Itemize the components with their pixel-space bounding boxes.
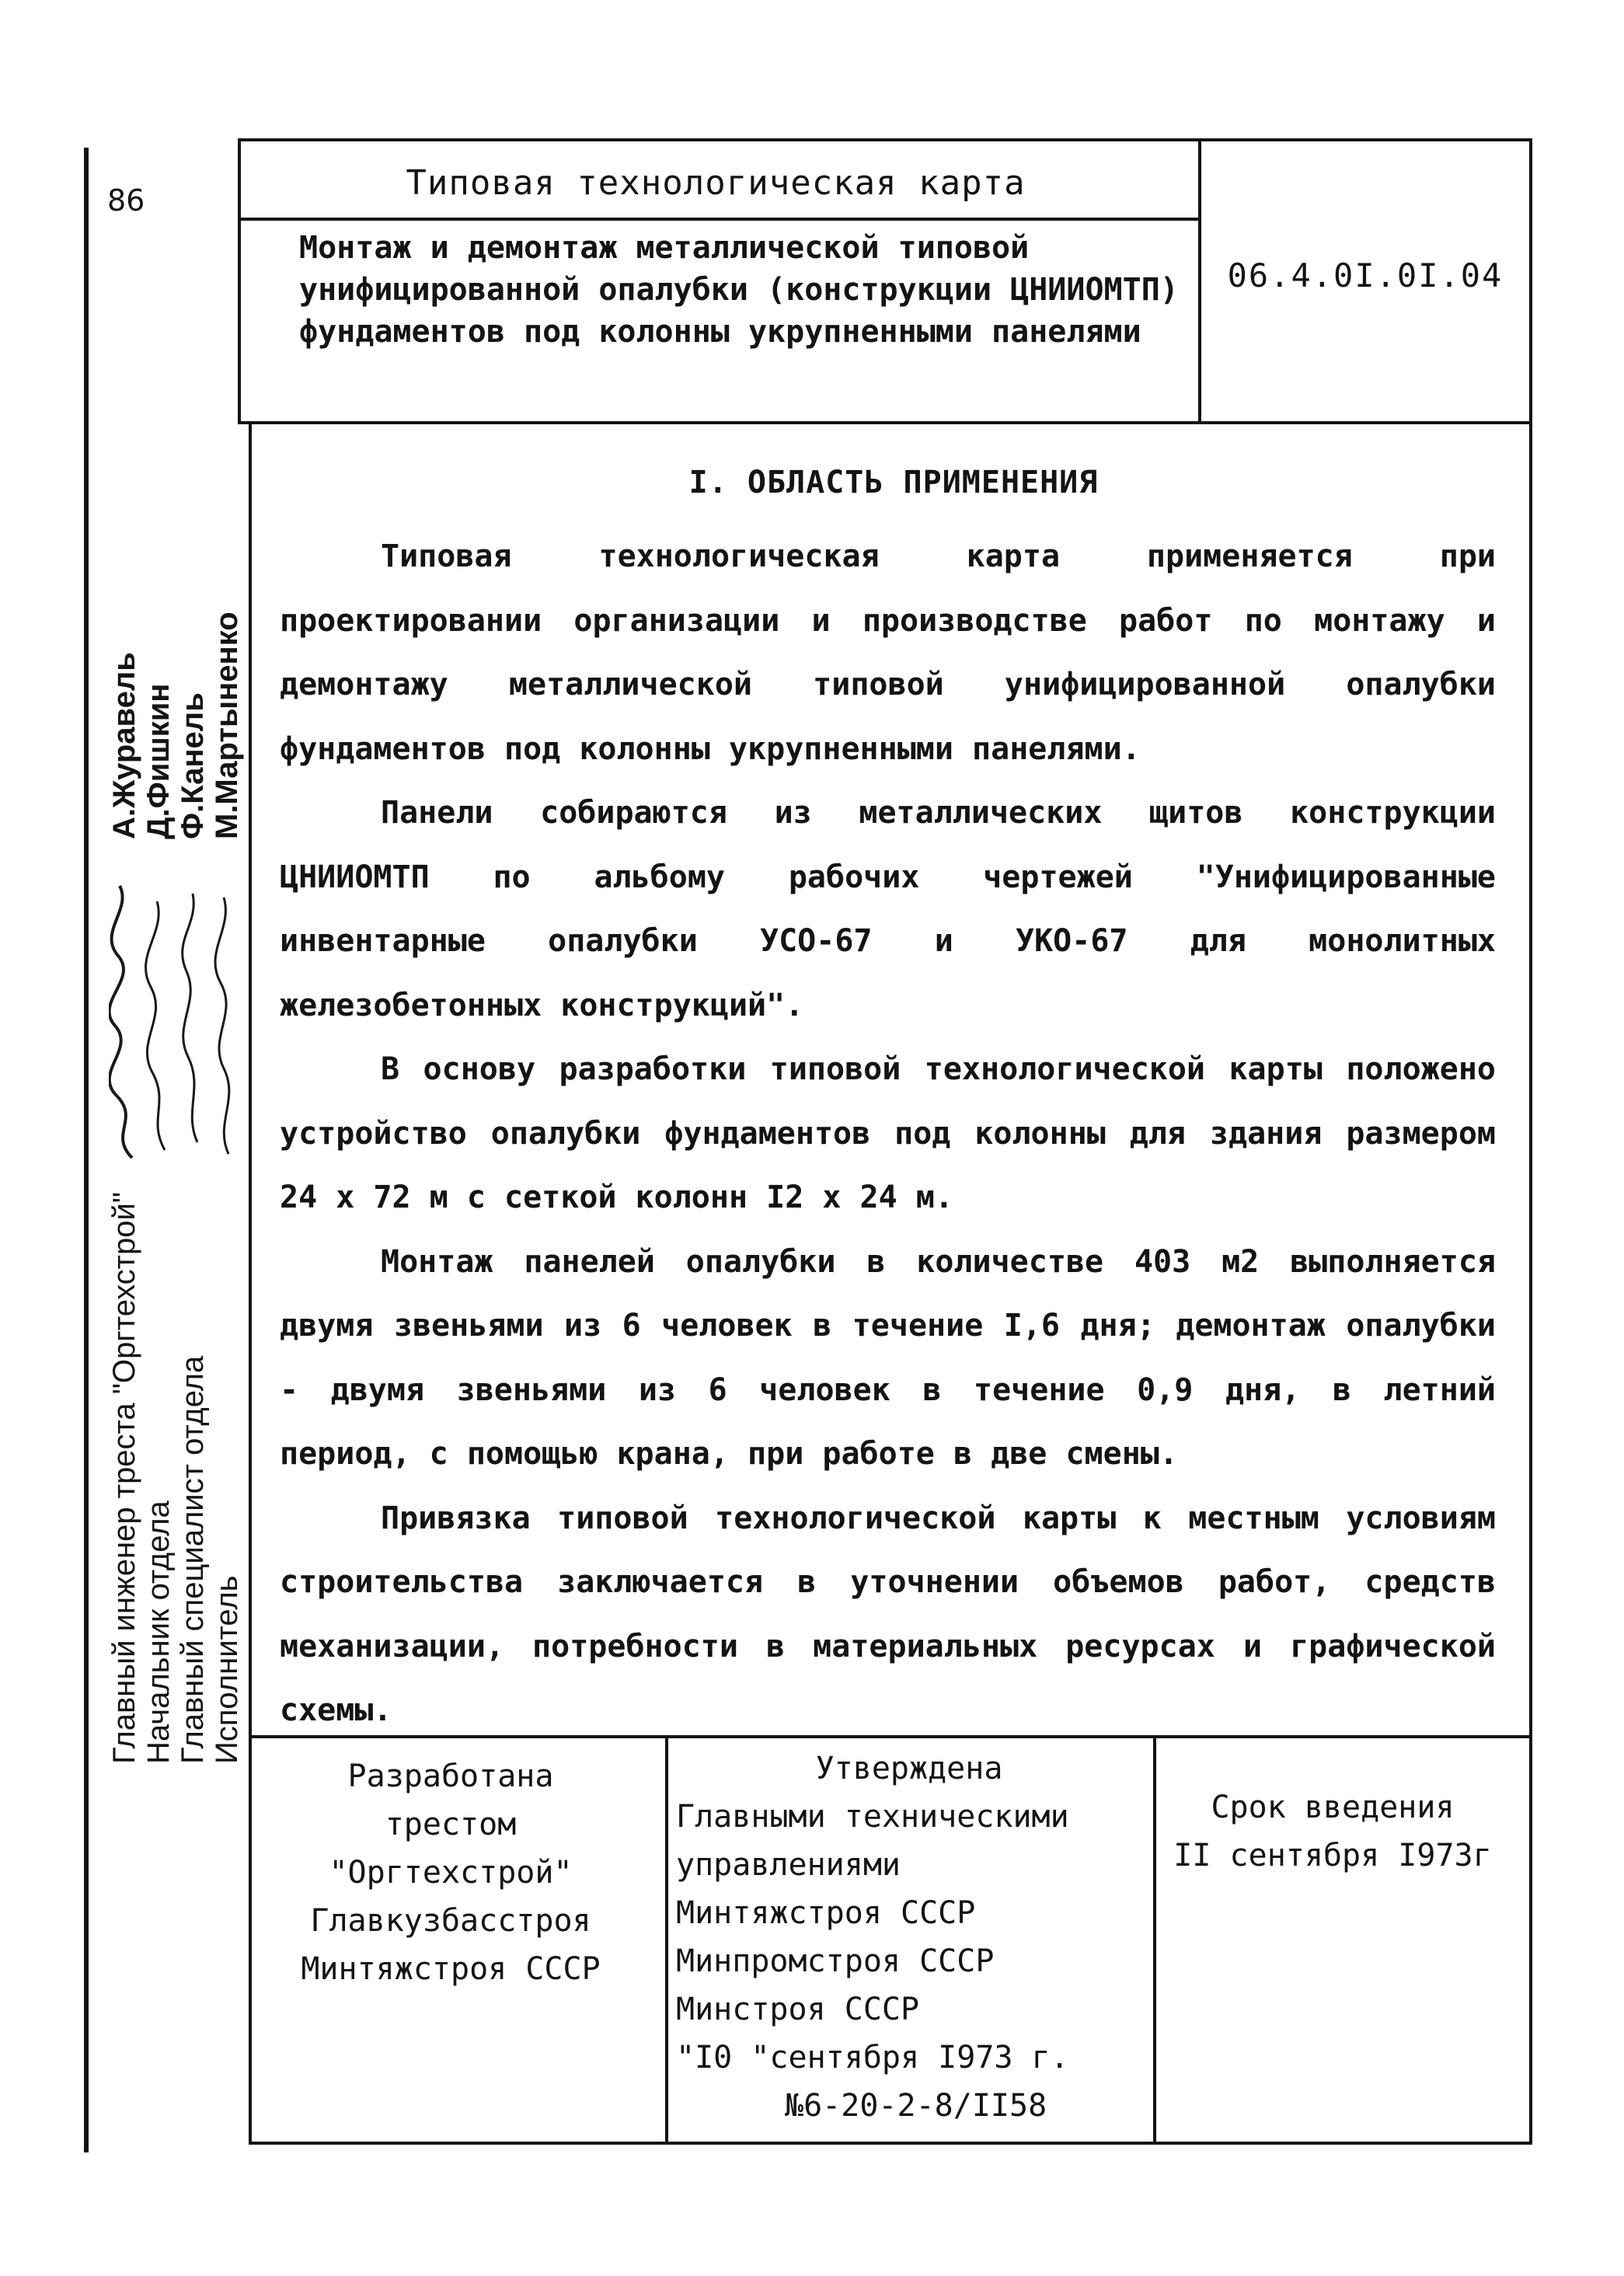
paragraph: Привязка типовой технологической карты к местным условиям строительства заключается в уточнении объемов работ, средств механизации, потребности в материальных ресурсах и графической схемы. bbox=[280, 1500, 1496, 1728]
signature-row bbox=[176, 443, 210, 1764]
handwritten-signature bbox=[211, 839, 242, 1166]
developed-by bbox=[256, 1752, 645, 1993]
document-type-title: Типовая технологическая карта bbox=[406, 163, 1026, 203]
header-title-divider bbox=[238, 218, 1198, 221]
paragraph: Панели собираются из металлических щитов конструкции ЦНИИОМТП по альбому рабочих чертежей "Унифицированные инвентарные опалубки УСО-67 и УКО-67 для монолитных железобетонных конструкций". bbox=[280, 795, 1496, 1023]
signature-name: Ф.Канель bbox=[176, 692, 210, 839]
paragraph: В основу разработки типовой технологической карты положено устройство опалубки фундаментов под колонны для здания размером 24 х 72 м с сеткой колонн I2 х 24 м. bbox=[280, 1051, 1496, 1215]
header-code-divider bbox=[1198, 138, 1201, 424]
signature-row bbox=[141, 443, 176, 1764]
header-bottom-line bbox=[238, 421, 1532, 424]
frame-bottom-line bbox=[250, 2142, 1532, 2145]
effective-date-value: II сентября I973г bbox=[1173, 1838, 1492, 1873]
document-subject: Монтаж и демонтаж металлической типовой унифицированной опалубки (конструкции ЦНИИОМТП) фундаментов под колонны укрупненными панелями bbox=[299, 230, 1179, 350]
paragraph: Монтаж панелей опалубки в количестве 403 м2 выполняется двумя звеньями из 6 человек в течение I,6 дня; демонтаж опалубки - двумя звеньями из 6 человек в течение 0,9 дня, в летний период, с помощью крана, при работе в две смены. bbox=[280, 1243, 1496, 1472]
signature-role: Главный специалист отдела bbox=[176, 1355, 210, 1764]
frame-left-line-lower bbox=[249, 421, 252, 2145]
effective-date bbox=[1166, 1783, 1500, 1880]
approved-line: Минтяжстроя СССР bbox=[676, 1895, 976, 1931]
signature-role: Исполнитель bbox=[210, 1575, 244, 1764]
frame-right-line bbox=[1529, 138, 1532, 2145]
footer-divider-1 bbox=[665, 1735, 668, 2145]
developed-line: Разработана bbox=[347, 1758, 554, 1794]
document-code: 06.4.0I.0I.04 bbox=[1227, 256, 1504, 295]
signature-role: Главный инженер треста "Оргтехстрой" bbox=[107, 1191, 141, 1764]
signature-role: Начальник отдела bbox=[141, 1500, 176, 1764]
approved-line: Минстроя СССР bbox=[676, 1992, 920, 2027]
handwritten-signature bbox=[109, 839, 140, 1166]
page-number: 86 bbox=[107, 183, 145, 218]
developed-line: Минтяжстроя СССР bbox=[301, 1951, 601, 1987]
signature-name: М.Мартыненко bbox=[210, 612, 244, 839]
signature-row bbox=[210, 443, 244, 1764]
approved-title: Утверждена bbox=[815, 1751, 1003, 1786]
footer-divider-2 bbox=[1153, 1735, 1156, 2145]
approved-line: управлениями bbox=[676, 1847, 901, 1883]
signature-block bbox=[107, 443, 247, 1764]
signature-row bbox=[107, 443, 141, 1764]
approved-line: Минпромстроя СССР bbox=[676, 1943, 995, 1979]
section-title: I. ОБЛАСТЬ ПРИМЕНЕНИЯ bbox=[688, 465, 1099, 500]
approved-date: "I0 "сентября I973 г. bbox=[676, 2040, 1069, 2076]
developed-line: "Оргтехстрой" bbox=[329, 1855, 573, 1891]
approved-line: Главными техническими bbox=[676, 1799, 1069, 1835]
signature-name: А.Журавель bbox=[107, 652, 141, 839]
handwritten-signature bbox=[143, 839, 174, 1166]
signature-name: Д.Фишкин bbox=[141, 683, 176, 839]
margin-line bbox=[84, 148, 89, 2152]
effective-date-title: Срок введения bbox=[1211, 1790, 1455, 1825]
handwritten-signature bbox=[177, 839, 208, 1166]
frame-top-line bbox=[238, 138, 1532, 141]
section-body bbox=[280, 525, 1496, 1743]
approved-by bbox=[676, 1744, 1142, 2130]
approval-reference: №6-20-2-8/II58 bbox=[785, 2088, 1047, 2124]
paragraph: Типовая технологическая карта применяется при проектировании организации и производстве работ по монтажу и демонтажу металлической типовой унифицированной опалубки фундаментов под колонны укрупненными панелями. bbox=[280, 539, 1496, 767]
developed-line: трестом bbox=[385, 1807, 517, 1842]
developed-line: Главкузбасстроя bbox=[310, 1903, 591, 1939]
